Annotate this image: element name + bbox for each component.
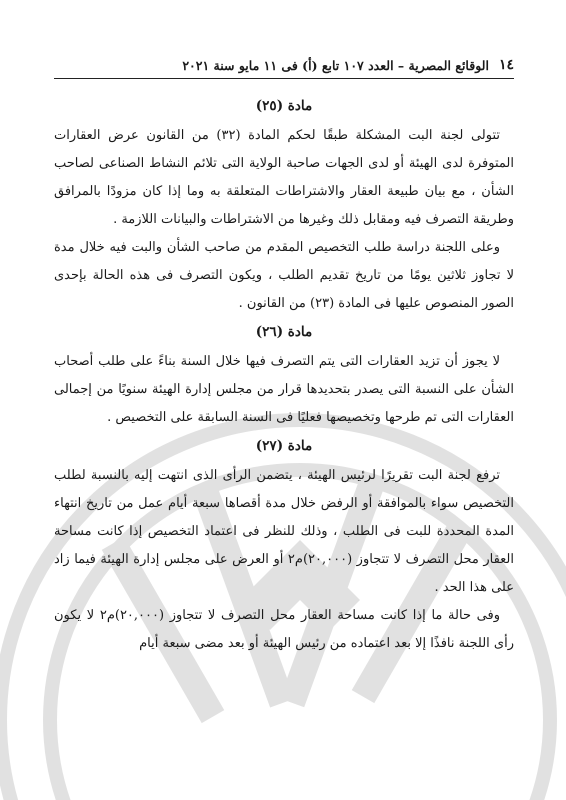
article-paragraph: ترفع لجنة البت تقريرًا لرئيس الهيئة ، يتضمن الرأى الذى انتهت إليه بالنسبة لطلب التخصيص سواء بالموافقة أو الرفض خلال مدة أقصاها سبعة أيام عمل من تاريخ انتهاء المدة المحددة للبت فى الطلب ، وذلك للنظر فى اعتماد التخصيص إذا كانت مساحة العقار محل التصرف لا تتجاوز (٢٠,٠٠٠)م٢ أو العرض على مجلس إدارة الهيئة فيما زاد على هذا الحد . bbox=[54, 468, 515, 595]
article-title: مادة (٢٧) bbox=[255, 438, 313, 454]
article-title: مادة (٢٦) bbox=[255, 324, 313, 340]
article-paragraph: وفى حالة ما إذا كانت مساحة العقار محل التصرف لا تتجاوز (٢٠,٠٠٠)م٢ لا يكون رأى اللجنة نافذًا إلا بعد اعتماده من رئيس الهيئة أو بعد مضى سبعة أيام bbox=[54, 608, 514, 651]
article-paragraph: وعلى اللجنة دراسة طلب التخصيص المقدم من صاحب الشأن والبت فيه خلال مدة لا تجاوز ثلاثين يومًا من تاريخ تقديم الطلب ، ويكون التصرف فى هذه الحالة بإحدى الصور المنصوص عليها فى المادة (٢٣) من القانون . bbox=[54, 240, 514, 311]
page-number: ١٤ bbox=[498, 57, 514, 73]
running-header bbox=[54, 52, 514, 79]
article-25 bbox=[54, 98, 514, 318]
article-title: مادة (٢٥) bbox=[255, 98, 313, 114]
article-26 bbox=[54, 324, 514, 432]
article-paragraph: لا يجوز أن تزيد العقارات التى يتم التصرف فيها خلال السنة بناءً على طلب أصحاب الشأن على النسبة التى يصدر بتحديدها قرار من مجلس إدارة الهيئة سنويًا من إجمالى العقارات التى تم طرحها وتخصيصها فعليًا فى السنة السابقة على التخصيص . bbox=[54, 354, 514, 425]
document-body bbox=[54, 92, 514, 658]
article-27 bbox=[54, 438, 514, 658]
article-paragraph: تتولى لجنة البت المشكلة طبقًا لحكم المادة (٣٢) من القانون عرض العقارات المتوفرة لدى الهيئة أو لدى الجهات صاحبة الولاية التى تلائم النشاط الصناعى لصاحب الشأن ، مع بيان طبيعة العقار والاشتراطات المتعلقة به وما إذا كان مزودًا بالمرافق وطريقة التصرف فيه ومقابل ذلك وغيرها من الاشتراطات والبيانات اللازمة . bbox=[54, 128, 514, 227]
running-title: الوقائع المصرية – العدد ١٠٧ تابع (أ) فى ١١ مايو سنة ٢٠٢١ bbox=[182, 57, 489, 73]
